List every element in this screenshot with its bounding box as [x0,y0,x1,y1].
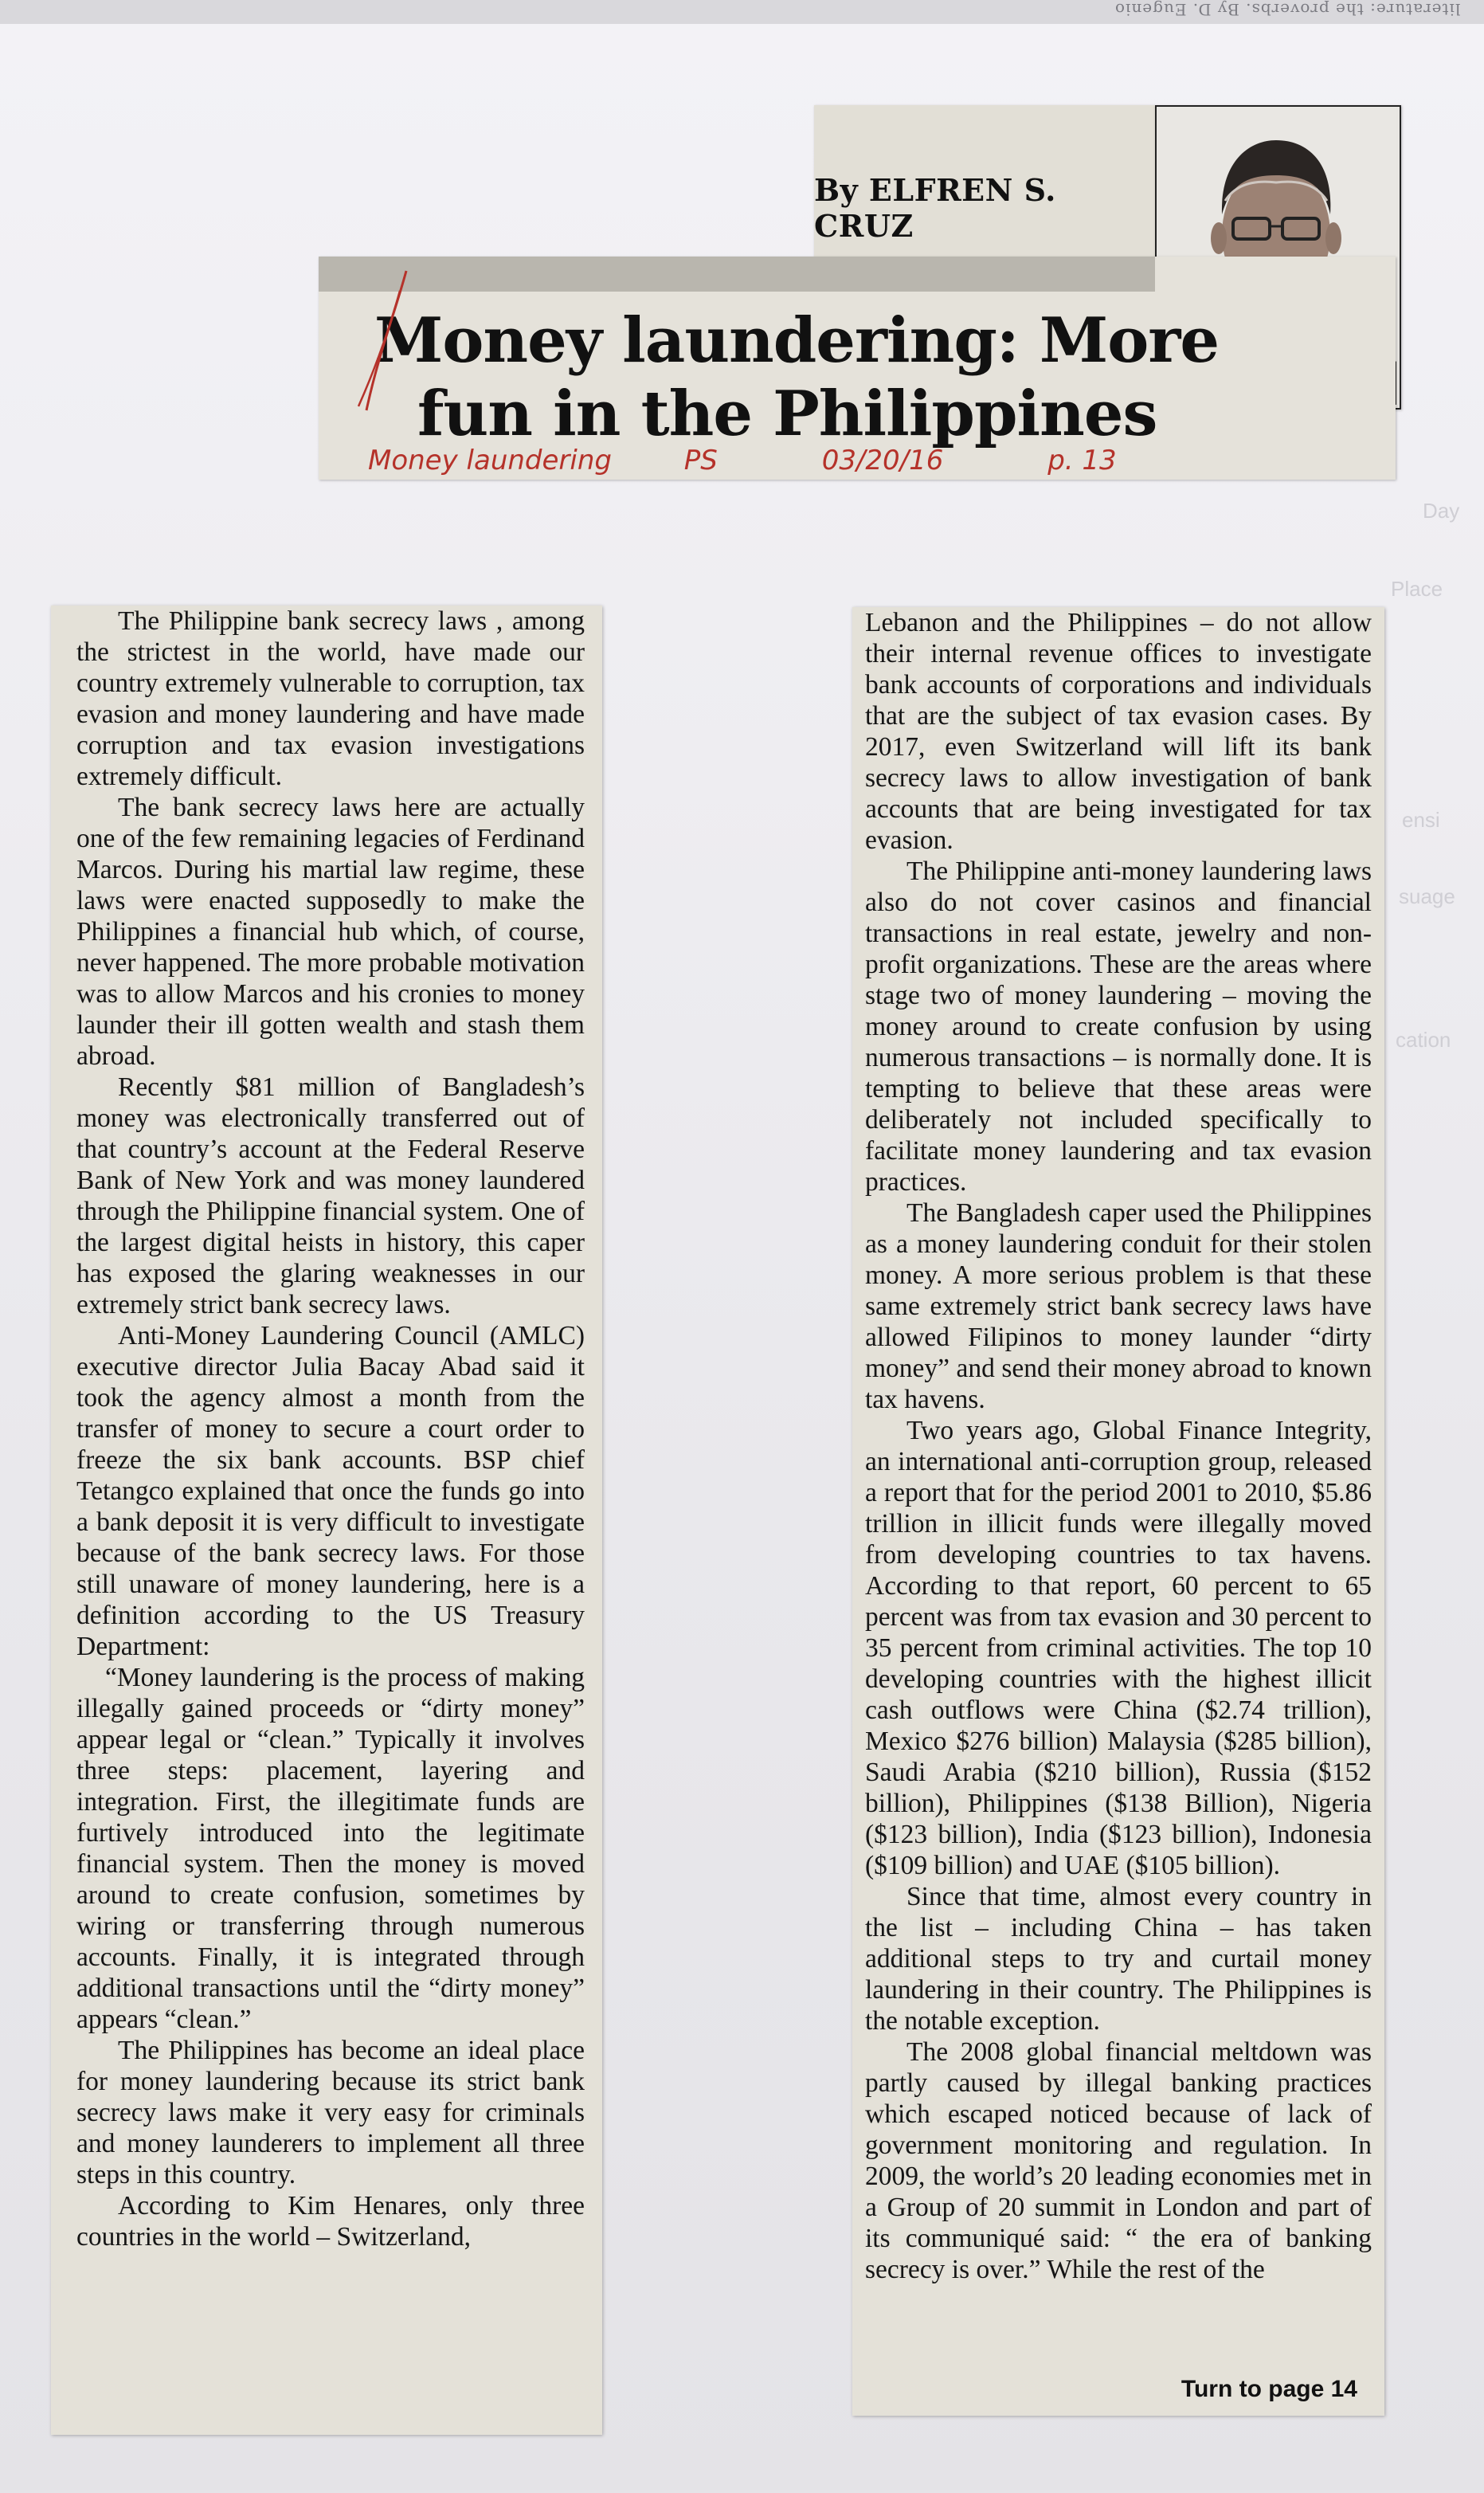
ghost-label-4: suage [1399,884,1455,908]
headline-clipping [319,257,1396,480]
handwritten-subject: Money laundering [368,445,612,476]
left-paragraph-7: According to Kim Henares, only three countries in the world – Switzerland, [76,2191,585,2252]
right-paragraph-6: The 2008 global financial meltdown was partly caused by illegal banking practices which escaped noticed because of lack of government monitoring and regulation. In 2009, the world’s 20 leading economies met in a Group of 20 summit in London and part of its communiqué said: “ the era of banking secrecy is over.” While the rest of the [865,2037,1372,2284]
headline-line-2: fun in the Philippines [417,378,1157,450]
right-paragraph-4: Two years ago, Global Finance Integrity, an international anti-corruption group, released a report that for the period 2001 to 2010, $5.86 trillion in illicit funds were illegally moved from developing countries to tax havens. According to that report, 60 percent to 65 percent was from tax evasion and 30 percent to 35 percent from criminal activities. The top 10 developing countries with the highest illicit cash outflows were China ($2.74 trillion), Mexico $276 billion) Malaysia ($285 billion), Saudi Arabia ($210 billion), Russia ($152 billion), Philippines ($138 Billion), Nigeria ($123 billion), India ($123 billion), Indonesia ($109 billion) and UAE ($105 billion). [865,1416,1372,1880]
right-paragraph-1: Lebanon and the Philippines – do not allow their internal revenue offices to investigate bank accounts of corporations and individuals that are the subject of tax evasion cases. By 2017, even Switzerland will lift its bank secrecy laws to allow investigation of bank accounts that are being investigated for tax evasion. [865,608,1372,855]
handwritten-page: p. 13 [1047,445,1117,476]
byline: By ELFREN S. CRUZ [814,172,1056,244]
continuation-note: Turn to page 14 [1181,2376,1357,2402]
top-paper-strip [0,0,1484,24]
article-column-left [51,606,602,2435]
top-strip-text: literature: the proverbs. By D. Eugenio [1114,0,1460,19]
right-paragraph-3: The Bangladesh caper used the Philippines as a money laundering conduit for their stolen money. A more serious problem is that these same extremely strict bank secrecy laws have allowed Filipinos to money launder “dirty money” and send their money abroad to known tax havens. [865,1198,1372,1414]
headline-line-1: Money laundering: More [374,304,1219,377]
headline-bar [319,257,1155,292]
left-paragraph-5: “Money laundering is the process of making illegally gained proceeds or “dirty money” appear legal or “clean.” Typically it involves three steps: placement, layering and integration. First, the illegitimate funds are furtively introduced into the legitimate financial system. Then the money is moved around to create confusion, sometimes by wiring or transferring through numerous accounts. Finally, it is integrated through additional transactions until the “dirty money” appears “clean.” [76,1663,585,2034]
ghost-label-1: Day [1423,499,1460,523]
headline [374,304,1219,451]
red-pen-mark-icon [350,267,422,418]
handwritten-date: 03/20/16 [821,445,944,476]
left-paragraph-6: The Philippines has become an ideal place for money laundering because its strict bank secrecy laws make it very easy for criminals and money launderers to implement all three steps in this country. [76,2036,585,2189]
left-paragraph-4: Anti-Money Laundering Council (AMLC) executive director Julia Bacay Abad said it took the agency almost a month from the transfer of money to secure a court order to freeze the six bank accounts. BSP chief Tetangco explained that once the funds go into a bank deposit it is very difficult to investigate because of the bank secrecy laws. For those still unaware of money laundering, here is a definition according to the US Treasury Department: [76,1321,585,1661]
ghost-label-5: cation [1396,1028,1451,1052]
right-paragraph-2: The Philippine anti-money laundering laws also do not cover casinos and financial transactions in real estate, jewelry and non- profit organizations. These are the areas where stage two of money laundering – moving the money around to create confusion by using numerous transactions – is normally done. It is tempting to believe that these areas were deliberately not included specifically to facilitate money laundering and tax evasion practices. [865,856,1372,1197]
left-paragraph-2: The bank secrecy laws here are actually one of the few remaining legacies of Ferdinand Marcos. During his martial law regime, these laws were enacted supposedly to make the Philippines a financial hub which, of course, never happened. The more probable motivation was to allow Marcos and his cronies to money launder their ill gotten wealth and stash them abroad. [76,793,585,1071]
article-column-right [852,607,1384,2416]
byline-clipping [814,105,1155,265]
right-paragraph-5: Since that time, almost every country in the list – including China – has taken additional steps to try and curtail money laundering in their country. The Philippines is the notable exception. [865,1882,1372,2036]
ghost-label-3: ensi [1402,808,1440,832]
left-paragraph-3: Recently $81 million of Bangladesh’s money was electronically transferred out of that country’s account at the Federal Reserve Bank of New York and was money laundered through the Philippine financial system. One of the largest digital heists in history, this caper has exposed the glaring weaknesses in our extremely strict bank secrecy laws. [76,1072,585,1319]
ghost-label-2: Place [1391,577,1443,601]
handwritten-source: PS [683,445,718,476]
left-paragraph-1: The Philippine bank secrecy laws , among the strictest in the world, have made our country extremely vulnerable to corruption, tax evasion and money laundering and have made corruption and tax evasion investigations extremely difficult. [76,606,585,791]
handwritten-notes [368,445,1404,476]
